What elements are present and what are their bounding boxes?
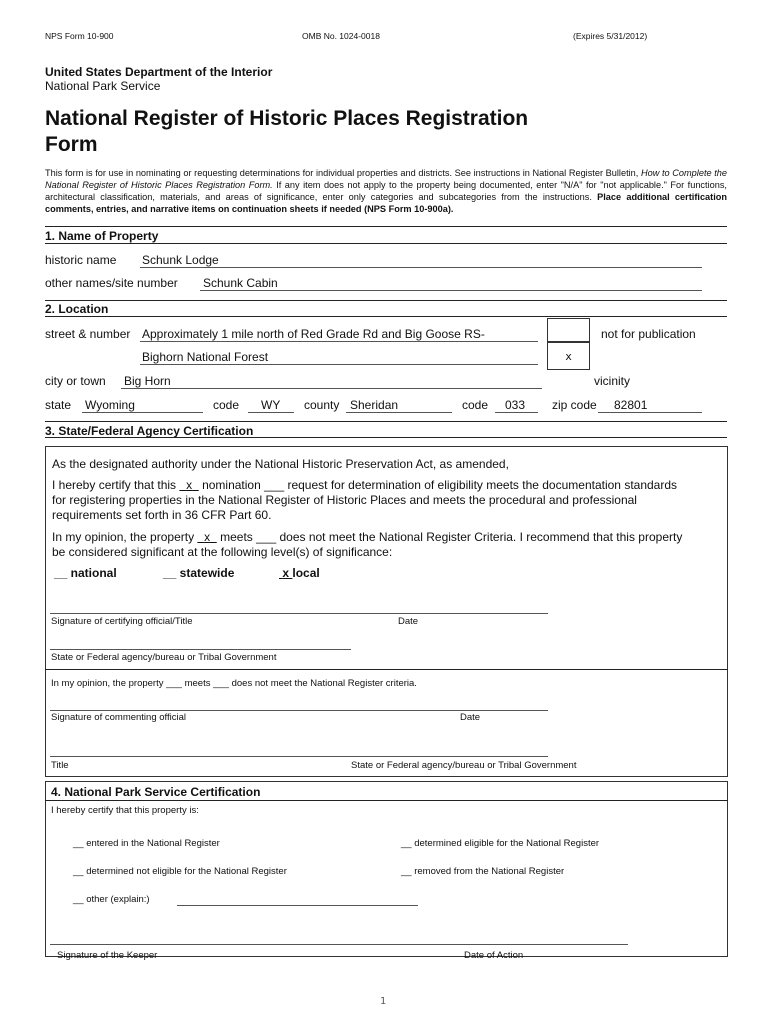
- street-number-label: street & number: [45, 327, 131, 341]
- other-names-field[interactable]: Schunk Cabin: [203, 276, 278, 290]
- nomination-mark[interactable]: x: [186, 478, 193, 492]
- agency-label: State or Federal agency/bureau or Tribal Government: [351, 760, 577, 771]
- other-names-label: other names/site number: [45, 276, 178, 290]
- not-for-publication-checkbox[interactable]: [547, 318, 590, 342]
- intro-part2: If any item does not apply to the property being documented, enter "N/A" for "not applicable." For functions, architectural classification, materials, and areas of significance, enter only categories and subcategories from the instructions.: [45, 180, 727, 202]
- street-number-field[interactable]: Approximately 1 mile north of Red Grade Rd and Big Goose RS-: [142, 327, 485, 341]
- date-label: Date: [460, 712, 481, 723]
- city-field[interactable]: Big Horn: [124, 374, 171, 388]
- agency-label: State or Federal agency/bureau or Tribal Government: [51, 652, 277, 663]
- local-mark: x: [282, 566, 290, 580]
- expiration: (Expires 5/31/2012): [573, 31, 648, 41]
- street-number-field-line2[interactable]: Bighorn National Forest: [142, 350, 269, 364]
- field-underline: [346, 412, 452, 413]
- level-local[interactable]: [279, 566, 320, 580]
- date-label: Date: [398, 616, 419, 627]
- nps-certify-statement: I hereby certify that this property is:: [51, 805, 199, 816]
- box-divider: [45, 669, 728, 670]
- signature-line[interactable]: [50, 613, 548, 614]
- form-instructions: [45, 167, 727, 215]
- section-rule: [45, 437, 727, 438]
- county-label: county: [304, 398, 340, 412]
- agency-name: National Park Service: [45, 79, 161, 93]
- zip-label: zip code: [552, 398, 597, 412]
- field-underline: [495, 412, 538, 413]
- section-rule: [45, 300, 727, 301]
- intro-part1: This form is for use in nominating or requesting determinations for individual properties and districts. See instructions in National Register Bulletin,: [45, 168, 641, 178]
- form-title: National Register of Historic Places Registration Form: [45, 107, 529, 156]
- vicinity-label: vicinity: [594, 374, 631, 388]
- field-underline: [598, 412, 702, 413]
- field-underline: [121, 388, 542, 389]
- state-label: state: [45, 398, 72, 412]
- vicinity-mark: x: [565, 350, 572, 363]
- title-line[interactable]: [50, 756, 548, 757]
- zip-field[interactable]: 82801: [614, 398, 648, 412]
- field-underline: [140, 267, 702, 268]
- field-underline: [140, 341, 538, 342]
- agency-line[interactable]: [50, 649, 351, 650]
- opinion-line-2: be considered significant at the following level(s) of significance:: [52, 545, 393, 559]
- form-number: NPS Form 10-900: [45, 31, 114, 41]
- county-code-label: code: [462, 398, 489, 412]
- historic-name-field[interactable]: Schunk Lodge: [142, 253, 219, 267]
- certify-line-3: requirements set forth in 36 CFR Part 60.: [52, 508, 272, 522]
- section-rule: [45, 316, 727, 317]
- intro-bold: Place additional certification comments, entries, and narrative items on continuation sheets if needed (NPS Form 10-900a).: [45, 192, 728, 214]
- keeper-signature-line[interactable]: [50, 944, 628, 945]
- authority-statement: As the designated authority under the National Historic Preservation Act, as amended,: [52, 457, 509, 471]
- title-label: Title: [51, 760, 69, 771]
- option-removed[interactable]: __ removed from the National Register: [401, 866, 565, 877]
- section-4-heading: 4. National Park Service Certification: [51, 785, 261, 799]
- option-other[interactable]: __ other (explain:): [73, 894, 150, 905]
- commenting-opinion: In my opinion, the property ___ meets ___ does not meet the National Register criteria.: [51, 678, 417, 689]
- certify-text-b: nomination ___ request for determination of eligibility meets the documentation standards: [198, 478, 678, 492]
- option-entered[interactable]: __ entered in the National Register: [73, 838, 220, 849]
- signature-line[interactable]: [50, 710, 548, 711]
- intro-italic: How to Complete the National Register of Historic Places Registration Form.: [45, 168, 727, 190]
- state-field[interactable]: Wyoming: [85, 398, 135, 412]
- level-statewide[interactable]: __ statewide: [163, 566, 235, 580]
- vicinity-checkbox[interactable]: [547, 342, 590, 370]
- section-rule: [45, 800, 728, 801]
- certify-text-a: I hereby certify that this: [52, 478, 180, 492]
- section-rule: [45, 226, 727, 227]
- city-label: city or town: [45, 374, 106, 388]
- keeper-signature-label: Signature of the Keeper: [57, 950, 158, 961]
- state-code-label: code: [213, 398, 240, 412]
- date-of-action-label: Date of Action: [464, 950, 524, 961]
- certify-statement: [52, 478, 677, 492]
- section-3-heading: 3. State/Federal Agency Certification: [45, 424, 254, 438]
- level-local-label: local: [292, 566, 320, 580]
- opinion-statement: [52, 530, 682, 544]
- county-field[interactable]: Sheridan: [350, 398, 399, 412]
- field-underline: [140, 364, 538, 365]
- state-code-field[interactable]: WY: [261, 398, 281, 412]
- section-1-heading: 1. Name of Property: [45, 229, 159, 243]
- field-underline: [200, 290, 702, 291]
- level-national[interactable]: __ national: [54, 566, 117, 580]
- option-not-eligible[interactable]: __ determined not eligible for the National Register: [73, 866, 287, 877]
- field-underline: [82, 412, 203, 413]
- department-name: United States Department of the Interior: [45, 65, 273, 79]
- opinion-text-b: meets ___ does not meet the National Register Criteria. I recommend that this property: [216, 530, 683, 544]
- omb-number: OMB No. 1024-0018: [302, 31, 380, 41]
- historic-name-label: historic name: [45, 253, 117, 267]
- commenting-signature-label: Signature of commenting official: [51, 712, 187, 723]
- section-rule: [45, 421, 727, 422]
- meets-mark[interactable]: x: [204, 530, 211, 544]
- county-code-field[interactable]: 033: [505, 398, 526, 412]
- certifying-signature-label: Signature of certifying official/Title: [51, 616, 193, 627]
- field-underline: [248, 412, 294, 413]
- option-determined-eligible[interactable]: __ determined eligible for the National Register: [401, 838, 600, 849]
- explain-line[interactable]: [177, 905, 418, 906]
- not-for-publication-label: not for publication: [601, 327, 696, 341]
- opinion-text-a: In my opinion, the property: [52, 530, 198, 544]
- section-2-heading: 2. Location: [45, 302, 109, 316]
- section-rule: [45, 243, 727, 244]
- page-number: 1: [380, 996, 387, 1007]
- certify-line-2: for registering properties in the National Register of Historic Places and meets the procedural and professional: [52, 493, 637, 507]
